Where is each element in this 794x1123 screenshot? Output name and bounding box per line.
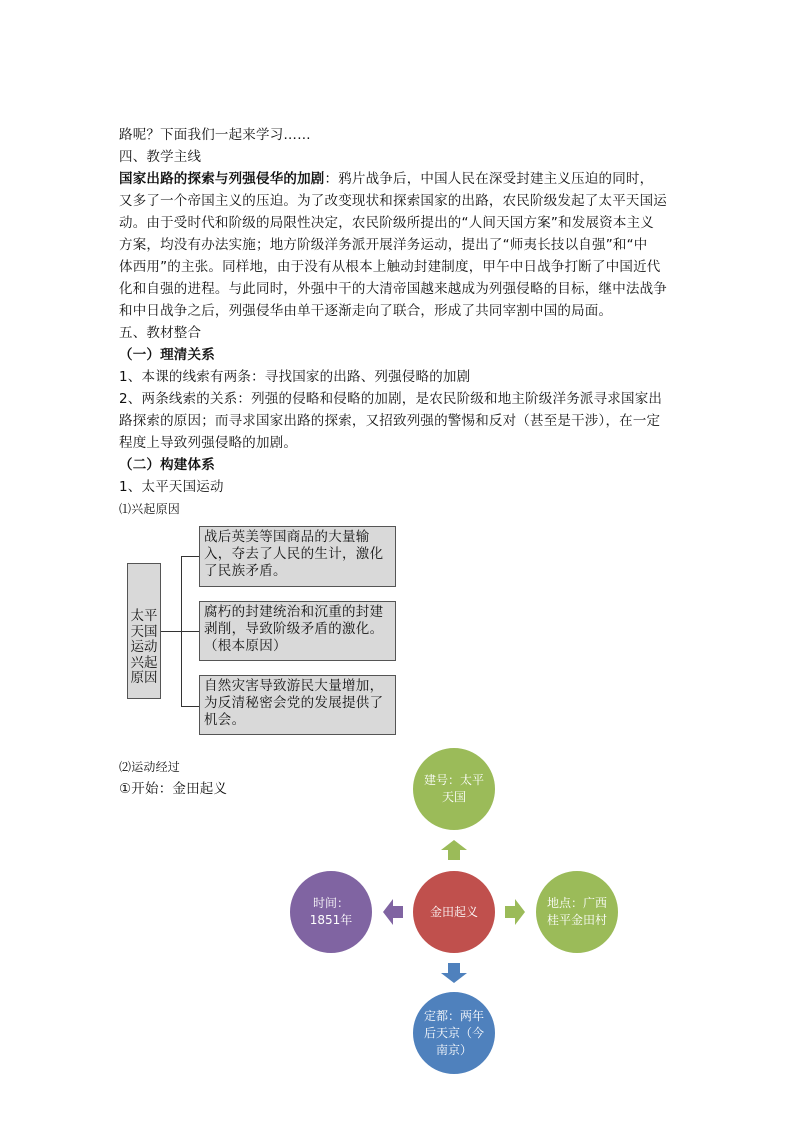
cause-box: 自然灾害导致游民大量增加，为反清秘密会党的发展提供了机会。 (199, 675, 396, 735)
text-line: 路呢？下面我们一起来学习…… (119, 127, 311, 143)
cause-box: 战后英美等国商品的大量输入，夺去了人民的生计，激化了民族矛盾。 (199, 526, 396, 587)
paragraph-line: 2、两条线索的关系：列强的侵略和侵略的加剧，是农民阶级和地主阶级洋务派寻求国家出 (119, 391, 663, 407)
circle-text: 金田起义 (429, 904, 478, 919)
circle-capital (411, 990, 497, 1076)
circle-time (288, 869, 374, 955)
arrow-right-icon (505, 899, 525, 925)
paragraph-line: 体西用”的主张。同样地，由于没有从根本上触动封建制度，甲午中日战争打断了中国近代 (119, 259, 661, 275)
mainline-title: 国家出路的探索与列强侵华的加剧 (119, 171, 325, 187)
circle-founding-name (411, 746, 497, 832)
circle-text: 时间：1851年 (309, 896, 353, 927)
arrow-up-icon (441, 840, 467, 860)
paragraph-line: 程度上导致列强侵略的加剧。 (119, 435, 298, 451)
paragraph-line: 路探索的原因；而寻求国家出路的探索，又招致列强的警惕和反对（甚至是干涉），在一定 (119, 413, 661, 429)
paragraph-line: 方案，均没有办法实施；地方阶级洋务派开展洋务运动，提出了“师夷长技以自强”和“中 (119, 237, 648, 253)
subheading-clarify-relations: （一）理清关系 (119, 347, 215, 363)
paragraph-line: 1、太平天国运动 (119, 479, 224, 495)
section-heading-teaching-mainline: 四、教学主线 (119, 149, 202, 165)
subheading-build-system: （二）构建体系 (119, 457, 215, 473)
arrow-down-icon (441, 963, 467, 983)
circle-location (534, 869, 620, 955)
connector-line (181, 706, 199, 707)
subsection-rise-causes: ⑴兴起原因 (119, 502, 181, 516)
connector-line (161, 631, 181, 632)
circle-text: 地点：广西桂平金田村 (546, 896, 607, 927)
connector-line (181, 556, 199, 557)
section-heading-material-integration: 五、教材整合 (119, 325, 202, 341)
arrow-left-icon (383, 899, 403, 925)
cause-box: 腐朽的封建统治和沉重的封建剥削，导致阶级矛盾的激化。（根本原因） (199, 601, 396, 661)
paragraph-line: 动。由于受时代和阶级的局限性决定，农民阶级所提出的“人间天国方案”和发展资本主义 (119, 215, 654, 231)
circle-jintian-uprising (411, 869, 497, 955)
circle-text: 定都：两年后天京（今南京） (423, 1008, 484, 1057)
connector-line (181, 631, 199, 632)
paragraph-line: 和中日战争之后，列强侵华由单干逐渐走向了联合，形成了共同宰割中国的局面。 (119, 303, 613, 319)
paragraph-line: 化和自强的进程。与此同时，外强中干的大清帝国越来越成为列强侵略的目标，继中法战争 (119, 281, 667, 297)
paragraph-line: 又多了一个帝国主义的压迫。为了改变现状和探索国家的出路，农民阶级发起了太平天国运 (119, 193, 667, 209)
cause-diagram-label: 太平天国运动兴起原因 (127, 563, 161, 699)
paragraph-line: 1、本课的线索有两条：寻找国家的出路、列强侵略的加剧 (119, 369, 471, 385)
circle-text: 建号：太平天国 (423, 773, 484, 804)
mainline-text: ：鸦片战争后，中国人民在深受封建主义压迫的同时， (324, 171, 654, 187)
paragraph-line (119, 168, 653, 190)
subsection-course: ⑵运动经过 (119, 760, 181, 774)
paragraph-line: ①开始：金田起义 (119, 781, 228, 797)
